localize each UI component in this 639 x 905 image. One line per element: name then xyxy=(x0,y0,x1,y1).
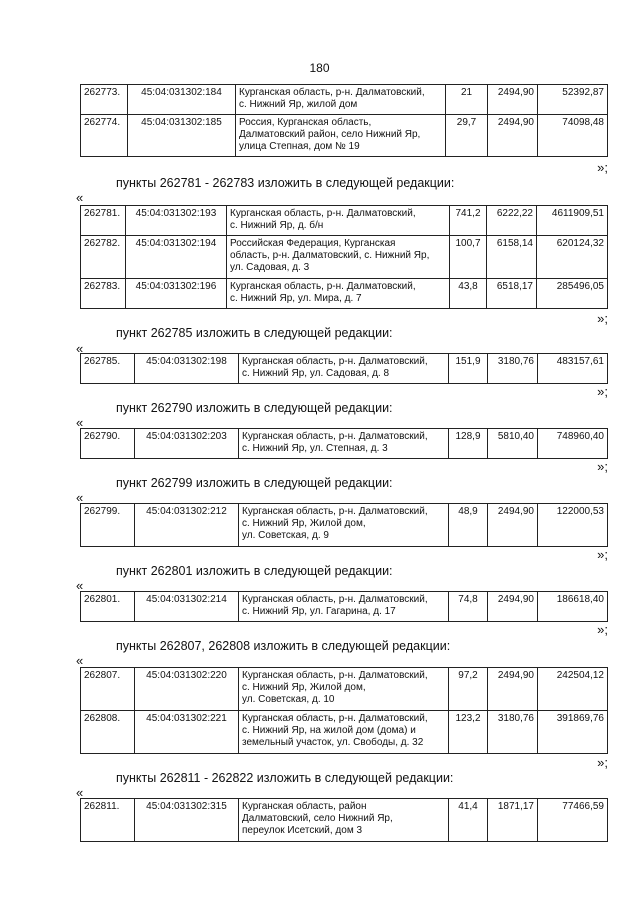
table-row xyxy=(81,279,608,309)
area: 48,9 xyxy=(449,504,488,547)
closing-quote: »; xyxy=(597,160,608,175)
address: Россия, Курганская область, Далматовский район, село Нижний Яр, улица Степная, дом № 19 xyxy=(236,115,446,157)
table-row xyxy=(81,236,608,279)
cadastral-number: 45:04:031302:221 xyxy=(135,711,239,754)
area: 29,7 xyxy=(446,115,488,157)
total: 391869,76 xyxy=(538,711,608,754)
table-row xyxy=(81,206,608,236)
row-number: 262785. xyxy=(81,354,135,384)
row-number: 262783. xyxy=(81,279,126,309)
total: 77466,59 xyxy=(538,799,608,842)
cadastral-number: 45:04:031302:194 xyxy=(126,236,227,279)
closing-quote: »; xyxy=(597,384,608,399)
price: 6158,14 xyxy=(487,236,537,279)
table-row xyxy=(81,354,608,384)
cadastral-number: 45:04:031302:198 xyxy=(135,354,239,384)
price: 2494,90 xyxy=(488,115,538,157)
address: Курганская область, р-н. Далматовский, с. Нижний Яр, ул. Садовая, д. 8 xyxy=(239,354,449,384)
address: Российская Федерация, Курганская область, р-н. Далматовский, с. Нижний Яр, ул. Садовая, д. 3 xyxy=(227,236,450,279)
area: 128,9 xyxy=(449,429,488,459)
page-number: 180 xyxy=(309,61,330,75)
cadastral-number: 45:04:031302:185 xyxy=(128,115,236,157)
cadastral-number: 45:04:031302:196 xyxy=(126,279,227,309)
total: 122000,53 xyxy=(538,504,608,547)
price: 2494,90 xyxy=(488,592,538,622)
table-block-2 xyxy=(80,353,608,384)
price: 3180,76 xyxy=(488,354,538,384)
opening-quote: « xyxy=(76,785,84,800)
closing-quote: »; xyxy=(597,459,608,474)
table-block-5 xyxy=(80,591,608,622)
section-heading: пункт 262785 изложить в следующей редакции: xyxy=(116,326,393,340)
area: 151,9 xyxy=(449,354,488,384)
table-block-0 xyxy=(80,84,608,157)
closing-quote: »; xyxy=(597,547,608,562)
row-number: 262811. xyxy=(81,799,135,842)
total: 52392,87 xyxy=(538,85,608,115)
row-number: 262808. xyxy=(81,711,135,754)
closing-quote: »; xyxy=(597,311,608,326)
total: 285496,05 xyxy=(537,279,608,309)
cadastral-number: 45:04:031302:220 xyxy=(135,668,239,711)
opening-quote: « xyxy=(76,578,84,593)
area: 41,4 xyxy=(449,799,488,842)
total: 186618,40 xyxy=(538,592,608,622)
row-number: 262773. xyxy=(81,85,128,115)
table-row xyxy=(81,668,608,711)
table-block-4 xyxy=(80,503,608,547)
price: 2494,90 xyxy=(488,668,538,711)
price: 3180,76 xyxy=(488,711,538,754)
address: Курганская область, р-н. Далматовский, с. Нижний Яр, ул. Степная, д. 3 xyxy=(239,429,449,459)
price: 6222,22 xyxy=(487,206,537,236)
closing-quote: »; xyxy=(597,622,608,637)
price: 1871,17 xyxy=(488,799,538,842)
price: 2494,90 xyxy=(488,85,538,115)
section-heading: пункты 262781 - 262783 изложить в следующей редакции: xyxy=(116,176,455,190)
address: Курганская область, район Далматовский, село Нижний Яр, переулок Исетский, дом 3 xyxy=(239,799,449,842)
address: Курганская область, р-н. Далматовский, с. Нижний Яр, ул. Мира, д. 7 xyxy=(227,279,450,309)
section-heading: пункт 262790 изложить в следующей редакции: xyxy=(116,401,393,415)
cadastral-number: 45:04:031302:212 xyxy=(135,504,239,547)
area: 741,2 xyxy=(450,206,487,236)
address: Курганская область, р-н. Далматовский, с. Нижний Яр, Жилой дом, ул. Советская, д. 10 xyxy=(239,668,449,711)
row-number: 262781. xyxy=(81,206,126,236)
total: 74098,48 xyxy=(538,115,608,157)
cadastral-number: 45:04:031302:203 xyxy=(135,429,239,459)
total: 748960,40 xyxy=(538,429,608,459)
table-block-1 xyxy=(80,205,608,309)
table-row xyxy=(81,115,608,157)
cadastral-number: 45:04:031302:315 xyxy=(135,799,239,842)
section-heading: пункты 262807, 262808 изложить в следующей редакции: xyxy=(116,639,451,653)
cadastral-number: 45:04:031302:214 xyxy=(135,592,239,622)
area: 74,8 xyxy=(449,592,488,622)
opening-quote: « xyxy=(76,190,84,205)
section-heading: пункты 262811 - 262822 изложить в следующей редакции: xyxy=(116,771,454,785)
table-row xyxy=(81,429,608,459)
section-heading: пункт 262801 изложить в следующей редакции: xyxy=(116,564,393,578)
area: 97,2 xyxy=(449,668,488,711)
opening-quote: « xyxy=(76,341,84,356)
table-block-3 xyxy=(80,428,608,459)
price: 6518,17 xyxy=(487,279,537,309)
area: 100,7 xyxy=(450,236,487,279)
total: 4611909,51 xyxy=(537,206,608,236)
address: Курганская область, р-н. Далматовский, с. Нижний Яр, ул. Гагарина, д. 17 xyxy=(239,592,449,622)
row-number: 262790. xyxy=(81,429,135,459)
table-row xyxy=(81,504,608,547)
table-row xyxy=(81,85,608,115)
address: Курганская область, р-н. Далматовский, с. Нижний Яр, д. б/н xyxy=(227,206,450,236)
price: 5810,40 xyxy=(488,429,538,459)
opening-quote: « xyxy=(76,415,84,430)
table-row xyxy=(81,711,608,754)
total: 242504,12 xyxy=(538,668,608,711)
opening-quote: « xyxy=(76,490,84,505)
price: 2494,90 xyxy=(488,504,538,547)
opening-quote: « xyxy=(76,653,84,668)
section-heading: пункт 262799 изложить в следующей редакции: xyxy=(116,476,393,490)
cadastral-number: 45:04:031302:193 xyxy=(126,206,227,236)
row-number: 262774. xyxy=(81,115,128,157)
row-number: 262799. xyxy=(81,504,135,547)
table-block-7 xyxy=(80,798,608,842)
area: 43,8 xyxy=(450,279,487,309)
closing-quote: »; xyxy=(597,755,608,770)
area: 21 xyxy=(446,85,488,115)
address: Курганская область, р-н. Далматовский, с. Нижний Яр, жилой дом xyxy=(236,85,446,115)
cadastral-number: 45:04:031302:184 xyxy=(128,85,236,115)
total: 620124,32 xyxy=(537,236,608,279)
address: Курганская область, р-н. Далматовский, с. Нижний Яр, на жилой дом (дома) и земельный участок, ул. Свободы, д. 32 xyxy=(239,711,449,754)
table-block-6 xyxy=(80,667,608,754)
row-number: 262801. xyxy=(81,592,135,622)
row-number: 262807. xyxy=(81,668,135,711)
table-row xyxy=(81,799,608,842)
table-row xyxy=(81,592,608,622)
address: Курганская область, р-н. Далматовский, с. Нижний Яр, Жилой дом, ул. Советская, д. 9 xyxy=(239,504,449,547)
total: 483157,61 xyxy=(538,354,608,384)
area: 123,2 xyxy=(449,711,488,754)
row-number: 262782. xyxy=(81,236,126,279)
